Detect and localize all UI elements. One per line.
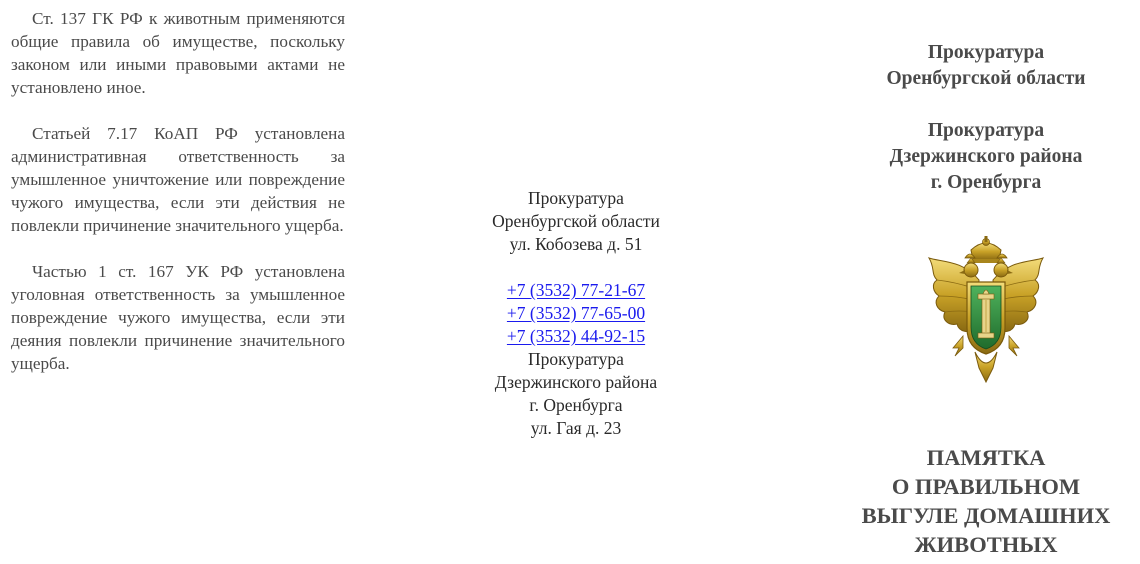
- phone-link-3[interactable]: +7 (3532) 44-92-15: [506, 326, 646, 346]
- memo-title-line1: ПАМЯТКА: [926, 445, 1046, 470]
- memo-title-line4: ЖИВОТНЫХ: [914, 532, 1058, 557]
- org-regional-line2: Оренбургской области: [886, 68, 1086, 89]
- regional-office-line1: Прокуратура: [528, 188, 624, 208]
- legal-text-column: [11, 7, 345, 398]
- contacts-column: [456, 187, 696, 440]
- district-office-street: ул. Гая д. 23: [530, 418, 622, 438]
- prosecutor-office-emblem-icon: [923, 236, 1049, 384]
- org-district-line2: Дзержинского района: [889, 146, 1083, 167]
- regional-office-street: ул. Кобозева д. 51: [509, 234, 643, 254]
- regional-office-address: [456, 187, 696, 256]
- district-office-line2: Дзержинского района: [494, 372, 658, 392]
- memo-title-line2: О ПРАВИЛЬНОМ: [891, 474, 1081, 499]
- memo-title: [836, 443, 1136, 559]
- paragraph-administrative-code: Статьей 7.17 КоАП РФ установлена административная ответственность за умышленное уничтожение или повреждение чужого имущества, если эти действия не повлекли причинение значительного ущерба.: [11, 124, 345, 235]
- org-regional-heading: [836, 40, 1136, 92]
- district-office-line1: Прокуратура: [528, 349, 624, 369]
- paragraph-criminal-code: Частью 1 ст. 167 УК РФ установлена уголовная ответственность за умышленное повреждение чужого имущества, если эти деяния повлекли причинение значительного ущерба.: [11, 262, 345, 373]
- cover-column: [836, 40, 1136, 557]
- district-office-line3: г. Оренбурга: [529, 395, 623, 415]
- phone-list: [456, 279, 696, 348]
- district-office-address: [456, 348, 696, 440]
- regional-office-line2: Оренбургской области: [492, 211, 660, 231]
- phone-link-2[interactable]: +7 (3532) 77-65-00: [506, 303, 646, 323]
- org-district-heading: [836, 118, 1136, 196]
- memo-title-line3: ВЫГУЛЕ ДОМАШНИХ: [861, 503, 1111, 528]
- org-district-line1: Прокуратура: [927, 120, 1045, 141]
- paragraph-civil-code: Ст. 137 ГК РФ к животным применяются общие правила об имуществе, поскольку законом или иными правовыми актами не установлено иное.: [11, 9, 345, 97]
- phone-link-1[interactable]: +7 (3532) 77-21-67: [506, 280, 646, 300]
- org-regional-line1: Прокуратура: [927, 42, 1045, 63]
- org-district-line3: г. Оренбурга: [930, 172, 1042, 193]
